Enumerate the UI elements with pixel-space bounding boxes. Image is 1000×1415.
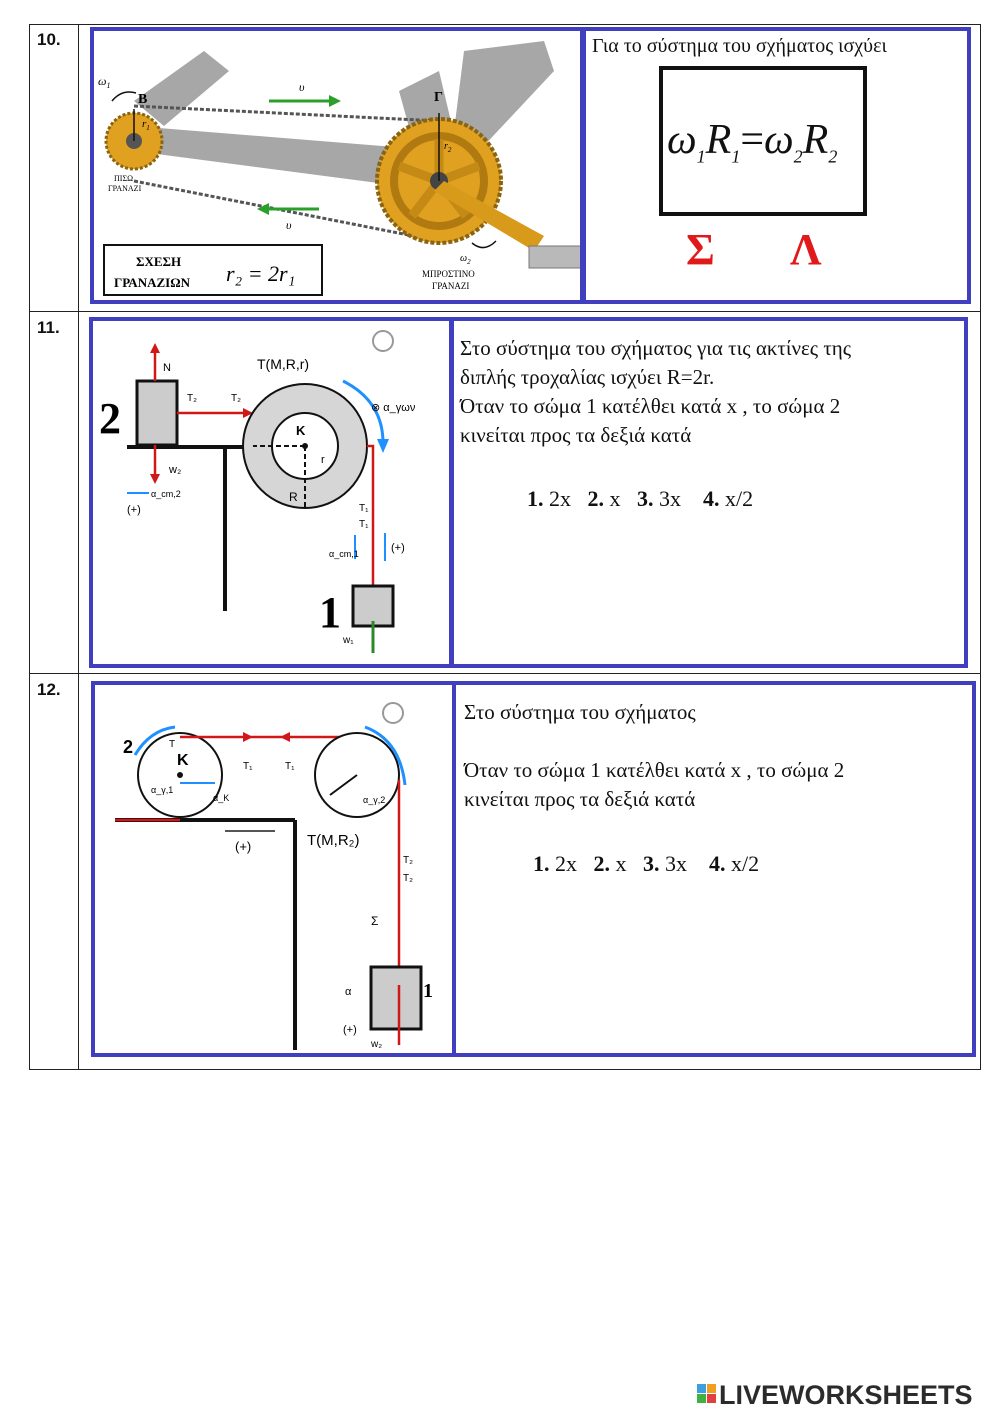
rear-gear-label-line1: ΠΙΣΩ: [114, 174, 134, 183]
pedal: [529, 246, 580, 268]
weight-1-label: w₁: [343, 635, 354, 646]
normal-force-label: N: [163, 362, 171, 374]
weight-2-head: [150, 474, 160, 484]
angular-accel-label: ⊗ α_γων: [371, 402, 416, 414]
true-option[interactable]: Σ: [686, 225, 715, 274]
point-b-label: B: [138, 92, 148, 107]
liveworksheets-logo: [697, 1378, 997, 1410]
rear-gear-label-line2: ΓΡΑΝΑΖΙ: [108, 184, 142, 193]
logo-square-4: [707, 1394, 716, 1403]
q12-option-2[interactable]: x: [615, 851, 627, 876]
inner-radius-label: r: [321, 454, 325, 466]
pulley-center-label: K: [296, 423, 306, 438]
tension-2b-label: T₂: [231, 393, 241, 404]
outer-radius-label: R: [289, 490, 298, 504]
q12-option-4[interactable]: x/2: [731, 851, 760, 876]
q11-figure-box: [89, 317, 453, 668]
logo-square-1: [697, 1384, 706, 1393]
normal-force-head: [150, 343, 160, 353]
q11-text-line1: Στο σύστημα του σχήματος για τις ακτίνες της: [460, 336, 852, 360]
row-divider-11-12: [29, 673, 981, 674]
cylinder-center-label: K: [177, 752, 189, 769]
question-number-10: 10.: [37, 30, 61, 49]
cylinder-center: [177, 772, 183, 778]
tension-1-head-a: [243, 732, 253, 742]
gear-relation-line1: ΣΧΕΣΗ: [136, 254, 182, 269]
velocity-arrow-top-head: [329, 95, 341, 107]
sigma-label: Σ: [371, 914, 379, 928]
plus-left-label: (+): [127, 504, 141, 516]
pulley-label: T(M,R,r): [257, 356, 310, 372]
q11-option-3[interactable]: 3x: [659, 486, 681, 511]
q11-option-2[interactable]: x: [609, 486, 621, 511]
r1-label: $r_1$: [142, 118, 150, 132]
q11-option-1[interactable]: 2x: [549, 486, 571, 511]
front-gear-label-line2: ΓΡΑΝΑΖΙ: [432, 281, 470, 291]
tension-1-head-b: [280, 732, 290, 742]
q11-options: 1. 2x 2. x 3. 3x 4. x/2: [527, 486, 754, 511]
q12-text-line2: Όταν το σώμα 1 κατέλθει κατά x , το σώμα 2: [464, 758, 845, 782]
tension-2a-label: T₂: [403, 855, 413, 866]
body-2-label: 2: [123, 737, 134, 757]
pulley-label: T(M,R₂): [307, 832, 360, 849]
q11-option-4[interactable]: x/2: [725, 486, 754, 511]
q11-text-line3: Όταν το σώμα 1 κατέλθει κατά x , το σώμα 2: [460, 394, 841, 418]
q10-figure-box: [90, 27, 584, 304]
accel-K-label: α_K: [213, 793, 230, 803]
body-1-label: 1: [319, 588, 341, 637]
brand-name: LIVEWORKSHEETS: [719, 1380, 973, 1410]
q12-text-line3: κινείται προς τα δεξιά κατά: [464, 787, 696, 811]
body-1-block: [353, 586, 393, 626]
plus-vertical-label: (+): [343, 1024, 357, 1036]
plus-right-label: (+): [391, 542, 405, 554]
string-vertical: [367, 446, 373, 586]
gear-relation-formula: r₂ = 2r₁: [226, 261, 296, 286]
q12-figure-box: [91, 681, 456, 1057]
rotation-icon: [373, 331, 393, 351]
logo-square-3: [697, 1394, 706, 1403]
q10-formula-box: [659, 66, 867, 216]
question-number-12: 12.: [37, 680, 61, 699]
tension-top-label: T: [169, 739, 176, 750]
q11-text-line2: διπλής τροχαλίας ισχύει R=2r.: [460, 365, 715, 389]
tension-1b-label: T₁: [359, 519, 369, 530]
q11-text-line4: κινείται προς τα δεξιά κατά: [460, 423, 692, 447]
body-1-label: 1: [423, 980, 433, 1002]
front-gear-label-line1: ΜΠΡΟΣΤΙΝΟ: [422, 269, 475, 279]
omega1-arrow: [112, 92, 136, 101]
q12-option-3[interactable]: 3x: [665, 851, 687, 876]
logo-square-2: [707, 1384, 716, 1393]
false-option[interactable]: Λ: [790, 225, 822, 274]
body-2-label: 2: [99, 394, 121, 443]
bicycle-gear-figure: [94, 31, 580, 300]
angular-accel-head: [377, 439, 389, 453]
q12-text-line1: Στο σύστημα του σχήματος: [464, 700, 696, 724]
body-1-block: [371, 967, 421, 1029]
accel-2-label: α_cm,2: [151, 489, 181, 499]
weight-label: w₂: [371, 1039, 383, 1050]
ang-accel-2-label: α_γ,2: [363, 795, 386, 805]
rotation-icon: [383, 703, 403, 723]
row-divider-10-11: [29, 311, 981, 312]
cylinder-pulley-figure: [95, 685, 452, 1053]
question-number-11: 11.: [37, 318, 60, 337]
number-column-divider: [78, 24, 79, 1070]
tension-1a-label: T₁: [243, 761, 253, 772]
tension-1a-label: T₁: [359, 503, 369, 514]
omega1-label: $\omega_1$: [98, 74, 111, 90]
omega2-arrow: [472, 241, 496, 248]
q12-options: 1. 2x 2. x 3. 3x 4. x/2: [533, 851, 760, 876]
weight-2-label: w₂: [169, 464, 182, 476]
body-2-block: [137, 381, 177, 445]
frame-seatstay: [134, 51, 229, 126]
r2-label: $r_2$: [444, 141, 452, 154]
brand-logo: [697, 1378, 997, 1410]
tension-2b-label: T₂: [403, 873, 413, 884]
tension-2a-label: T₂: [187, 393, 197, 404]
q12-option-1[interactable]: 2x: [555, 851, 577, 876]
gear-relation-line2: ΓΡΑΝΑΖΙΩΝ: [114, 275, 190, 290]
q10-formula: $\omega_1R_1=\omega_2R_2$: [667, 117, 838, 167]
velocity-top-label: υ: [299, 80, 305, 94]
point-gamma-label: Γ: [434, 90, 443, 105]
omega2-label: $\omega_2$: [460, 253, 471, 266]
tension-1b-label: T₁: [285, 761, 295, 772]
accel-label: α: [345, 986, 352, 998]
accel-1-label: α_cm,1: [329, 549, 359, 559]
q10-question-text: Για το σύστημα του σχήματος ισχύει: [592, 35, 887, 57]
plus-horizontal-label: (+): [235, 839, 252, 854]
ang-accel-1-label: α_γ,1: [151, 785, 174, 795]
velocity-bottom-label: υ: [286, 218, 292, 232]
double-pulley-figure: [93, 321, 449, 664]
